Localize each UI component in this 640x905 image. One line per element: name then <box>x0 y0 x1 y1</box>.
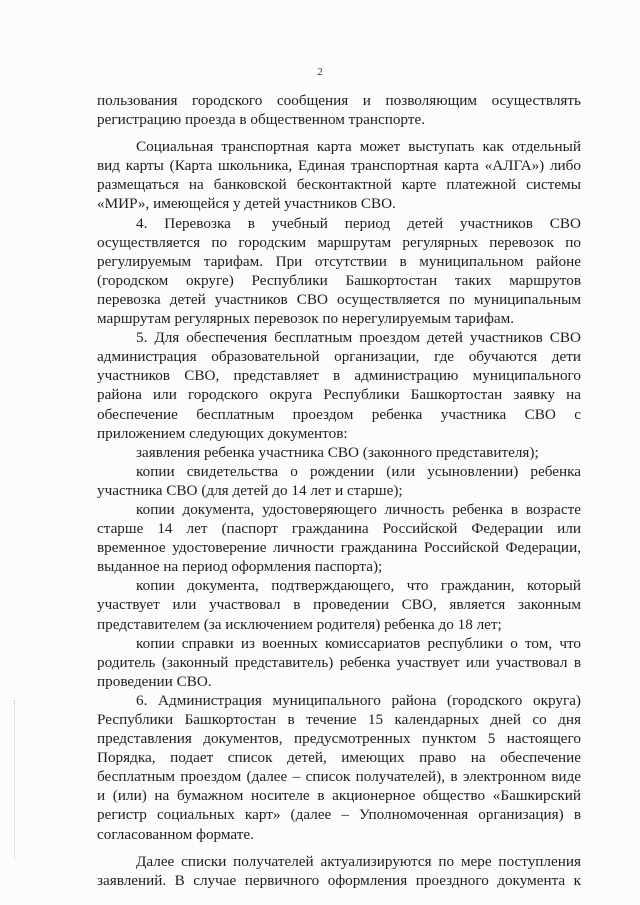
text-line: заявлений. В случае первичного оформления проездного документа к <box>97 871 581 889</box>
text-line: размещаться на банковской бесконтактной карте платежной системы <box>97 176 581 194</box>
text-line: согласованном формате. <box>97 825 254 843</box>
text-line: 5. Для обеспечения бесплатным проездом детей участников СВО <box>136 329 581 347</box>
text-line: 6. Администрация муниципального района (городского округа) <box>136 691 581 709</box>
text-line: бесплатным проездом (далее – список получателей), в электронном виде <box>97 768 581 786</box>
document-body <box>97 91 581 890</box>
text-line: представления документов, предусмотренных пунктом 5 настоящего <box>97 730 581 748</box>
text-line: копии документа, удостоверяющего личность ребенка в возрасте <box>136 500 581 518</box>
text-line: обеспечение бесплатным проездом ребенка участника СВО с <box>97 405 581 423</box>
text-line: представителем (за исключением родителя) ребенка до 18 лет; <box>97 615 502 633</box>
text-line: Социальная транспортная карта может выступать как отдельный <box>136 138 581 156</box>
text-line: копии документа, подтверждающего, что гражданин, который <box>136 577 581 595</box>
text-line: администрация образовательной организации, где обучаются дети <box>97 348 581 366</box>
text-line: копии свидетельства о рождении (или усыновлении) ребенка <box>136 462 581 480</box>
text-line: и (или) на бумажном носителе в акционерное общество «Башкирский <box>97 787 581 805</box>
text-line: участвует или участвовал в проведении СВО, является законным <box>97 596 581 614</box>
text-line: копии справки из военных комиссариатов республики о том, что <box>136 634 581 652</box>
text-line: приложением следующих документов: <box>97 424 348 442</box>
text-line: Порядка, подает список детей, имеющих право на обеспечение <box>97 749 581 767</box>
text-line: родитель (законный представитель) ребенка участвует или участвовал в <box>97 653 581 671</box>
text-line: осуществляется по городским маршрутам регулярных перевозок по <box>97 233 581 251</box>
text-line: (городском округе) Республики Башкортостан таких маршрутов <box>97 271 581 289</box>
text-line: «МИР», имеющейся у детей участников СВО. <box>97 195 396 213</box>
text-line: регистрацию проезда в общественном транспорте. <box>97 111 425 129</box>
text-line: временное удостоверение личности гражданина Российской Федерации, <box>97 539 581 557</box>
scan-margin-marks <box>14 700 16 860</box>
text-line: района или городского округа Республики Башкортостан заявку на <box>97 386 581 404</box>
text-line: регулируемым тарифам. При отсутствии в муниципальном районе <box>97 252 581 270</box>
text-line: заявления ребенка участника СВО (законного представителя); <box>136 443 539 461</box>
text-line: старше 14 лет (паспорт гражданина Российской Федерации или <box>97 520 581 538</box>
text-line: пользования городского сообщения и позволяющим осуществлять <box>97 92 581 109</box>
text-line: выданное на период оформления паспорта); <box>97 558 383 576</box>
text-line: маршрутам регулярных перевозок по нерегулируемым тарифам. <box>97 310 515 328</box>
text-line: 4. Перевозка в учебный период детей участников СВО <box>136 214 581 232</box>
text-line: регистр социальных карт» (далее – Уполномоченная организация) в <box>97 806 581 824</box>
text-line: вид карты (Карта школьника, Единая транспортная карта «АЛГА») либо <box>97 157 581 175</box>
page-number: 2 <box>317 66 323 78</box>
text-line: Далее списки получателей актуализируются по мере поступления <box>136 852 581 870</box>
text-line: перевозка детей участников СВО осуществляется по муниципальным <box>97 290 581 308</box>
text-line: Республики Башкортостан в течение 15 календарных дней со дня <box>97 711 581 728</box>
text-line: участника СВО (для детей до 14 лет и старше); <box>97 481 403 499</box>
text-line: проведении СВО. <box>97 672 212 690</box>
text-line: участников СВО, представляет в администрацию муниципального <box>97 367 581 385</box>
